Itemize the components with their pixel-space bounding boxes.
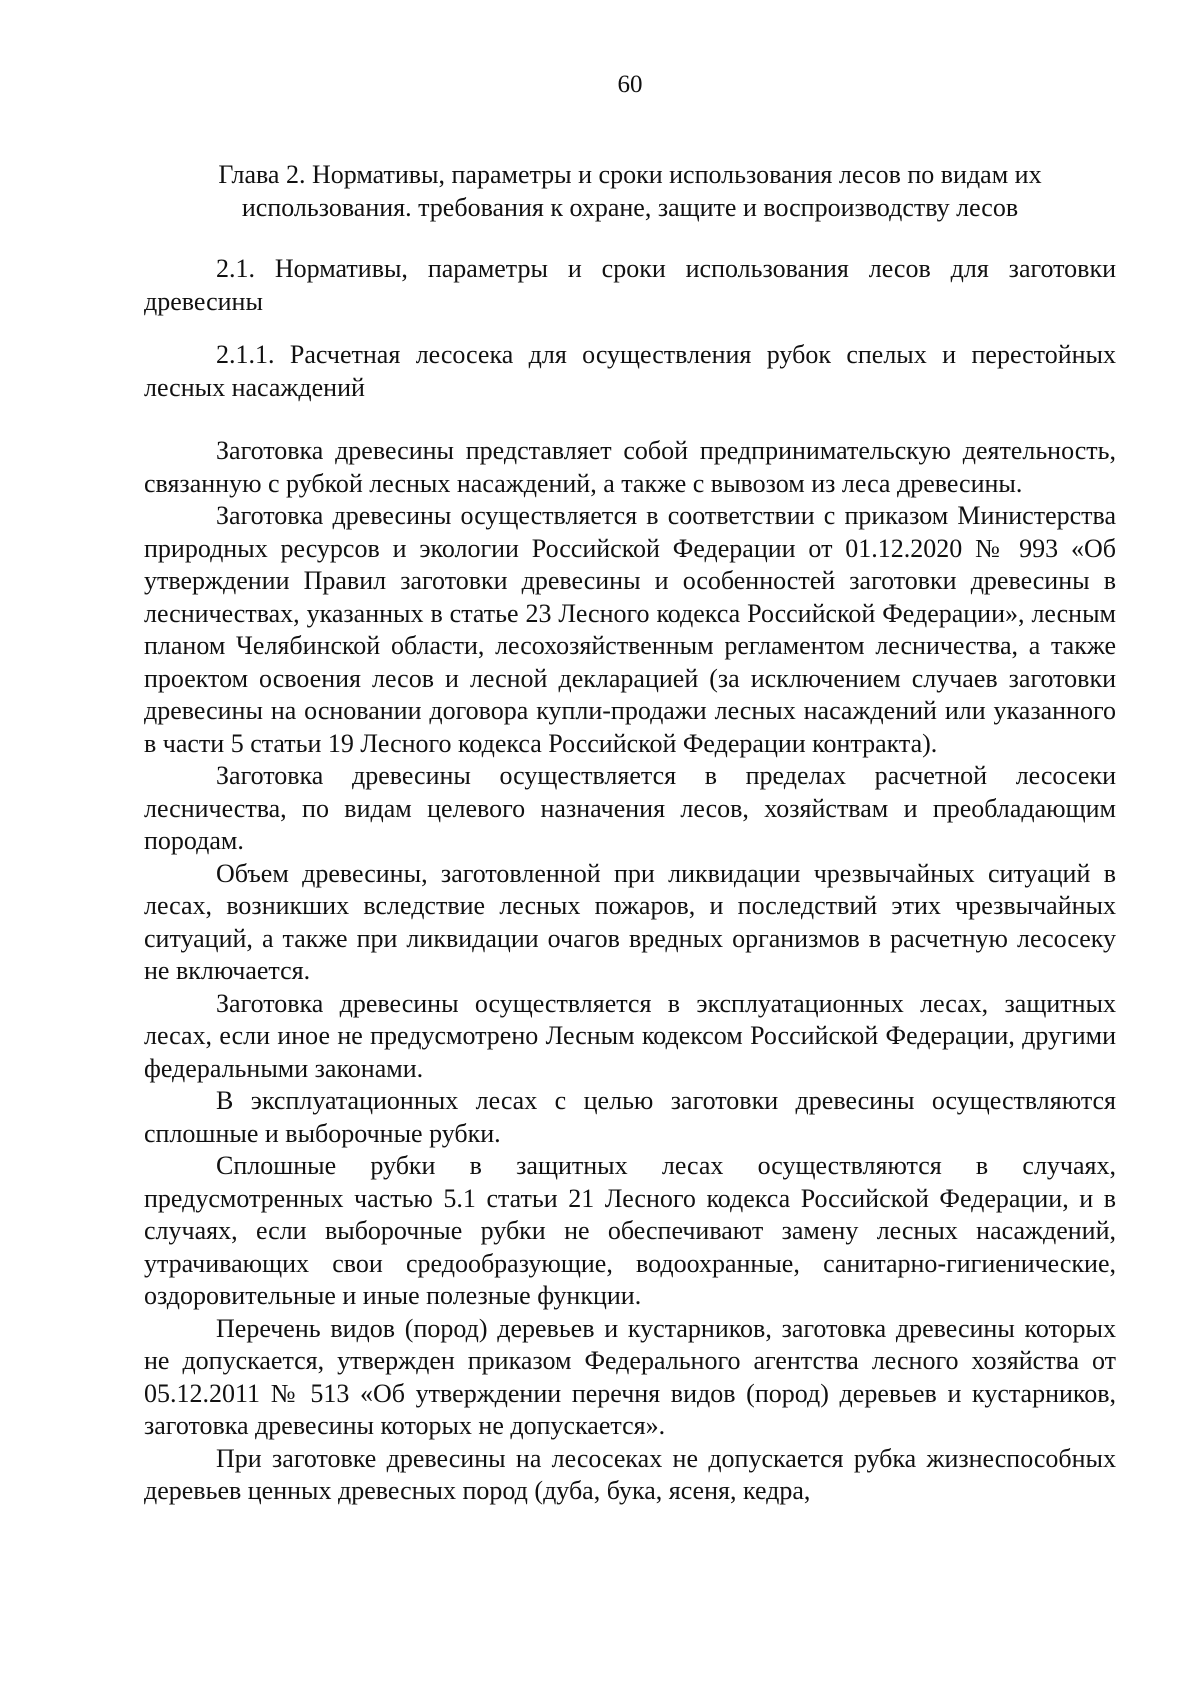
paragraph: Заготовка древесины представляет собой предпринимательскую деятельность, связанную с рубкой лесных насаждений, а также с вывозом из леса древесины. <box>144 436 1116 498</box>
page-number: 60 <box>617 71 643 98</box>
paragraph: Заготовка древесины осуществляется в эксплуатационных лесах, защитных лесах, если иное не предусмотрено Лесным кодексом Российской Федерации, другими федеральными законами. <box>144 988 1116 1083</box>
paragraph: Объем древесины, заготовленной при ликвидации чрезвычайных ситуаций в лесах, возникших вследствие лесных пожаров, и последствий этих чрезвычайных ситуаций, а также при ликвидации очагов вредных организмов в расчетную лесосеку не включается. <box>144 858 1116 985</box>
paragraph: В эксплуатационных лесах с целью заготовки древесины осуществляются сплошные и выборочные рубки. <box>144 1086 1116 1148</box>
section-heading: 2.1. Нормативы, параметры и сроки использования лесов для заготовки древесины <box>144 254 1116 316</box>
subsection-heading: 2.1.1. Расчетная лесосека для осуществления рубок спелых и перестойных лесных насаждений <box>144 340 1116 402</box>
paragraph: Заготовка древесины осуществляется в соответствии с приказом Министерства природных ресурсов и экологии Российской Федерации от 01.12.2020 № 993 «Об утверждении Правил заготовки древесины и особенностей заготовки древесины в лесничествах, указанных в статье 23 Лесного кодекса Российской Федерации», лесным планом Челябинской области, лесохозяйственным регламентом лесничества, а также проектом освоения лесов и лесной декларацией (за исключением случаев заготовки древесины на основании договора купли-продажи лесных насаждений или указанного в части 5 статьи 19 Лесного кодекса Российской Федерации контракта). <box>144 501 1116 758</box>
paragraph: Заготовка древесины осуществляется в пределах расчетной лесосеки лесничества, по видам целевого назначения лесов, хозяйствам и преобладающим породам. <box>144 761 1116 855</box>
body-text <box>144 435 1116 1508</box>
paragraph: Перечень видов (пород) деревьев и кустарников, заготовка древесины которых не допускается, утвержден приказом Федерального агентства лесного хозяйства от 05.12.2011 № 513 «Об утверждении перечня видов (пород) деревьев и кустарников, заготовка древесины которых не допускается». <box>144 1313 1116 1440</box>
chapter-title: Глава 2. Нормативы, параметры и сроки использования лесов по видам их использования. требования к охране, защите и воспроизводству лесов <box>218 160 1042 222</box>
document-page <box>144 0 1116 1698</box>
paragraph: Сплошные рубки в защитных лесах осуществляются в случаях, предусмотренных частью 5.1 статьи 21 Лесного кодекса Российской Федерации, и в случаях, если выборочные рубки не обеспечивают замену лесных насаждений, утрачивающих свои средообразующие, водоохранные, санитарно-гигиенические, оздоровительные и иные полезные функции. <box>144 1151 1116 1310</box>
paragraph: При заготовке древесины на лесосеках не допускается рубка жизнеспособных деревьев ценных древесных пород (дуба, бука, ясеня, кедра, <box>144 1443 1116 1505</box>
